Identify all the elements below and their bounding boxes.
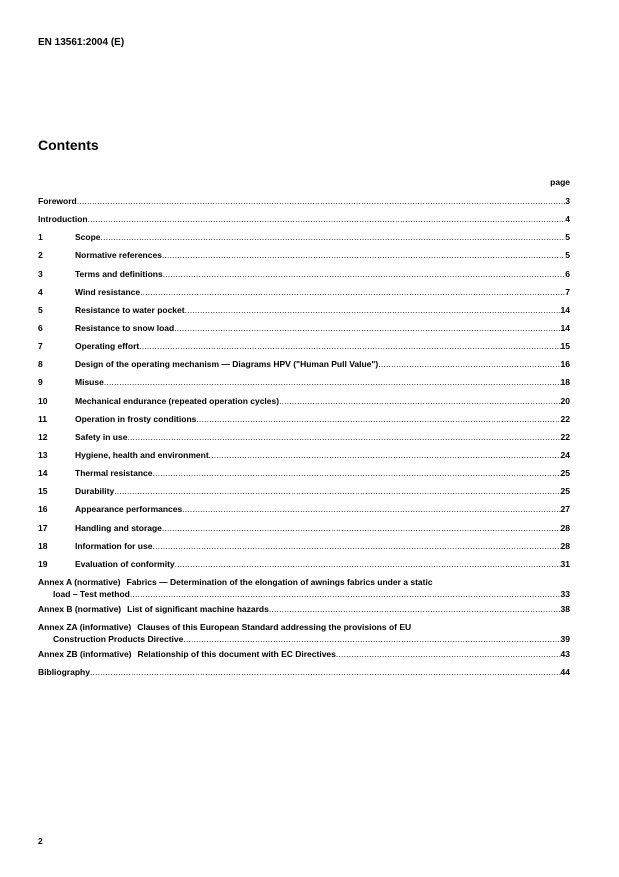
- toc-entry[interactable]: [38, 376, 570, 394]
- toc-entry[interactable]: [38, 413, 570, 431]
- toc-leader-dots: [162, 522, 561, 534]
- toc-leader-dots: [140, 286, 565, 298]
- toc-entry[interactable]: [38, 249, 570, 267]
- toc-entry[interactable]: [38, 485, 570, 503]
- toc-leader-dots: [114, 485, 560, 497]
- toc-leader-dots: [162, 249, 565, 261]
- toc-leader-dots: [182, 503, 560, 515]
- toc-leader-dots: [185, 304, 561, 316]
- toc-entry-page: 5: [565, 250, 570, 261]
- toc-entry-text: Resistance to water pocket: [75, 304, 185, 315]
- annex-title-continued: Construction Products Directive: [53, 634, 184, 645]
- toc-entry-page: 22: [560, 431, 570, 442]
- toc-annex-list: [38, 576, 570, 666]
- toc-entry-page: 43: [560, 649, 570, 660]
- toc-entry[interactable]: [38, 449, 570, 467]
- toc-entry-number: 19: [38, 558, 48, 569]
- toc-entry-number: 3: [38, 268, 43, 279]
- toc-entry-text: Hygiene, health and environment: [75, 449, 209, 460]
- toc-entry-page: 39: [560, 634, 570, 645]
- toc-entry-number: 17: [38, 522, 48, 533]
- toc-leader-dots: [279, 395, 560, 407]
- toc-leader-dots: [104, 376, 561, 388]
- annex-title: Clauses of this European Standard addressing the provisions of EU: [137, 622, 412, 633]
- toc-entry-text: Resistance to snow load: [75, 322, 175, 333]
- toc-entry-text: Foreword: [38, 196, 77, 206]
- contents-title: Contents: [38, 137, 99, 153]
- toc-entry-number: 8: [38, 359, 43, 370]
- toc-entry-page: 22: [560, 413, 570, 424]
- toc-entry[interactable]: [38, 558, 570, 576]
- toc-leader-dots: [88, 213, 566, 225]
- toc-entry-page: 28: [560, 540, 570, 551]
- toc-entry-number: 18: [38, 540, 48, 551]
- toc-leader-dots: [209, 449, 561, 461]
- toc-entry[interactable]: [38, 340, 570, 358]
- toc-entry-number: 15: [38, 486, 48, 497]
- toc-entry-number: 2: [38, 250, 43, 261]
- toc-entry-page: 44: [560, 667, 570, 678]
- toc-entry-page: 15: [560, 341, 570, 352]
- toc-leader-dots: [77, 195, 566, 207]
- toc-entry-number: 4: [38, 286, 43, 297]
- toc-annex-entry[interactable]: [38, 648, 570, 666]
- toc-leader-dots: [139, 340, 560, 352]
- toc-entry-page: 25: [560, 468, 570, 479]
- toc-entry-text: Misuse: [75, 377, 104, 388]
- page-number: 2: [38, 836, 43, 846]
- toc-entry-number: 16: [38, 504, 48, 515]
- toc-entry-page: 3: [565, 196, 570, 206]
- toc-annex-entry[interactable]: [38, 603, 570, 621]
- toc-entry-page: 31: [560, 558, 570, 569]
- toc-entry-number: 10: [38, 395, 48, 406]
- toc-entry-text: Thermal resistance: [75, 468, 153, 479]
- toc-entry[interactable]: [38, 395, 570, 413]
- toc-annex-entry[interactable]: [38, 576, 570, 603]
- annex-title: List of significant machine hazards: [127, 603, 269, 614]
- toc-entry-text: Normative references: [75, 250, 162, 261]
- toc-entry-bibliography[interactable]: [38, 666, 570, 684]
- toc-entry-text: Design of the operating mechanism — Diagrams HPV ("Human Pull Value"): [75, 359, 379, 370]
- toc-entry-number: 9: [38, 377, 43, 388]
- toc-leader-dots: [196, 413, 560, 425]
- annex-label: Annex A (normative): [38, 576, 121, 587]
- toc-entry-page: 7: [565, 286, 570, 297]
- toc-leader-dots: [378, 358, 560, 370]
- toc-entry-text: Evaluation of conformity: [75, 558, 175, 569]
- toc-entry-number: 5: [38, 304, 43, 315]
- toc-entry-page: 38: [560, 603, 570, 614]
- toc-leader-dots: [130, 588, 561, 600]
- toc-annex-entry[interactable]: [38, 621, 570, 648]
- toc-entry-number: 12: [38, 431, 48, 442]
- annex-label: Annex B (normative): [38, 603, 122, 614]
- toc-entry-number: 7: [38, 341, 43, 352]
- toc-clause-list: [38, 195, 570, 576]
- toc-entry-number: 14: [38, 468, 48, 479]
- toc-entry-text: Durability: [75, 486, 115, 497]
- toc-entry[interactable]: [38, 231, 570, 249]
- toc-entry-page: 14: [560, 304, 570, 315]
- toc-entry-number: 6: [38, 322, 43, 333]
- toc-entry-page: 16: [560, 359, 570, 370]
- toc-leader-dots: [152, 467, 560, 479]
- toc-leader-dots: [336, 648, 561, 660]
- toc-entry-text: Handling and storage: [75, 522, 162, 533]
- toc-entry-page: 33: [560, 588, 570, 599]
- toc-leader-dots: [174, 322, 560, 334]
- toc-entry-text: Safety in use: [75, 431, 128, 442]
- toc-entry[interactable]: [38, 467, 570, 485]
- toc-entry-text: Operating effort: [75, 341, 140, 352]
- toc-entry-text: Wind resistance: [75, 286, 141, 297]
- toc-entry[interactable]: [38, 286, 570, 304]
- toc-entry-text: Mechanical endurance (repeated operation cycles): [75, 395, 280, 406]
- toc-leader-dots: [183, 633, 560, 645]
- toc-entry-page: 27: [560, 504, 570, 515]
- toc-leader-dots: [175, 558, 561, 570]
- toc-entry-number: 1: [38, 232, 43, 243]
- toc-entry-text: Appearance performances: [75, 504, 183, 515]
- toc-entry-text: Operation in frosty conditions: [75, 413, 197, 424]
- toc-entry-number: 11: [38, 413, 47, 424]
- annex-label: Annex ZA (informative): [38, 622, 132, 633]
- toc-leader-dots: [90, 666, 561, 678]
- toc-entry-page: 20: [560, 395, 570, 406]
- toc-entry[interactable]: [38, 540, 570, 558]
- toc-leader-dots: [152, 540, 560, 552]
- toc-entry[interactable]: [38, 503, 570, 521]
- toc-leader-dots: [127, 431, 560, 443]
- toc-entry-page: 6: [565, 268, 570, 279]
- table-of-contents: [38, 195, 570, 684]
- toc-entry[interactable]: [38, 304, 570, 322]
- annex-title: Relationship of this document with EC Directives: [137, 649, 336, 660]
- toc-leader-dots: [269, 603, 561, 615]
- toc-entry-page: 4: [565, 214, 570, 225]
- annex-title: Fabrics — Determination of the elongation of awnings fabrics under a static: [126, 576, 433, 587]
- toc-entry-text: Introduction: [38, 214, 88, 225]
- toc-entry-number: 13: [38, 449, 48, 460]
- toc-entry-text: Scope: [75, 232, 101, 243]
- toc-entry-page: 18: [560, 377, 570, 388]
- toc-entry[interactable]: [38, 195, 570, 213]
- annex-title-continued: load – Test method: [53, 588, 130, 599]
- toc-entry-text: Terms and definitions: [75, 268, 163, 279]
- toc-entry-page: 5: [565, 232, 570, 243]
- toc-entry[interactable]: [38, 431, 570, 449]
- toc-leader-dots: [163, 268, 566, 280]
- toc-leader-dots: [101, 231, 566, 243]
- toc-entry-text: Information for use: [75, 540, 153, 551]
- document-header: EN 13561:2004 (E): [38, 37, 125, 48]
- toc-entry-page: 28: [560, 522, 570, 533]
- toc-entry-page: 25: [560, 486, 570, 497]
- toc-entry[interactable]: [38, 213, 570, 231]
- toc-entry-page: 14: [560, 322, 570, 333]
- toc-entry-page: 24: [560, 449, 570, 460]
- page-column-label: page: [550, 177, 570, 187]
- toc-entry-text: Bibliography: [38, 667, 90, 678]
- toc-entry[interactable]: [38, 522, 570, 540]
- toc-entry[interactable]: [38, 268, 570, 286]
- toc-entry[interactable]: [38, 358, 570, 376]
- annex-label: Annex ZB (informative): [38, 649, 132, 660]
- toc-entry[interactable]: [38, 322, 570, 340]
